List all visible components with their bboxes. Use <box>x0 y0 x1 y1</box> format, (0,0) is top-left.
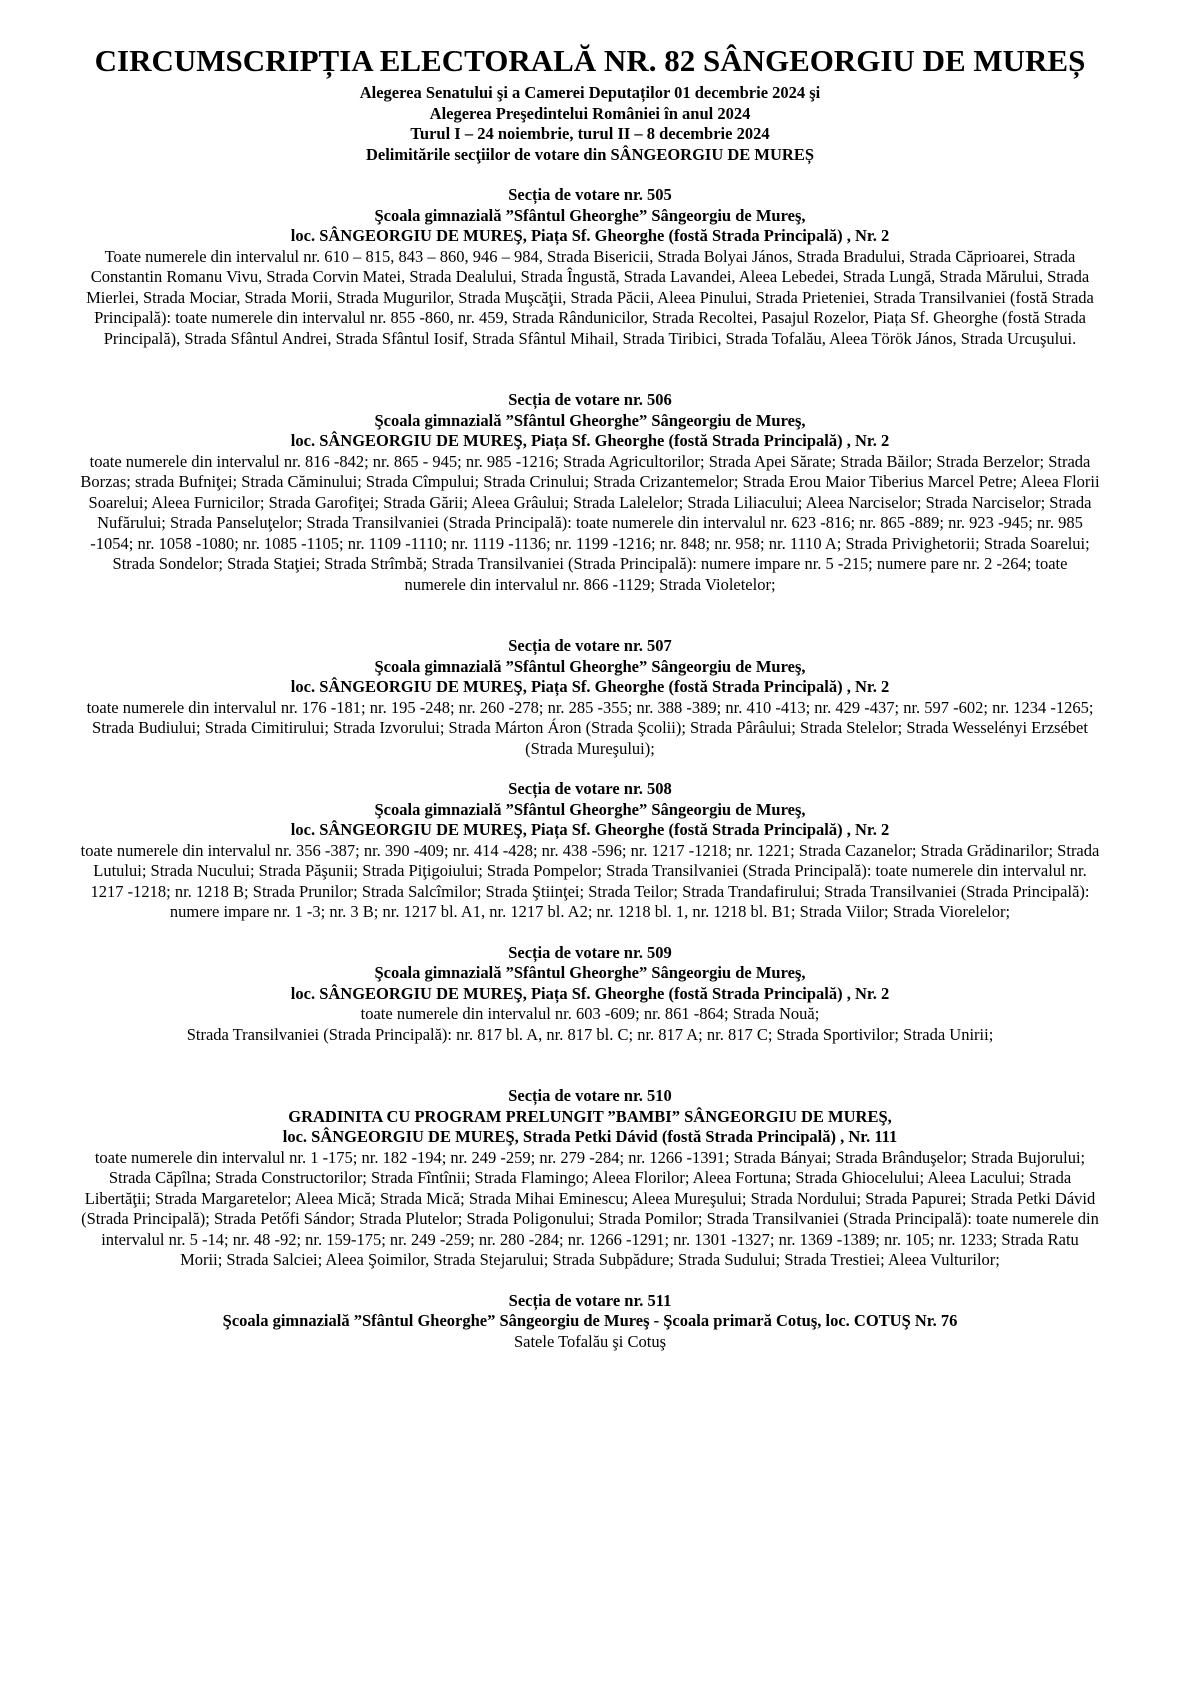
section-institution: Şcoala gimnazială ”Sfântul Gheorghe” Sângeorgiu de Mureş, <box>374 963 806 982</box>
section-institution: Şcoala gimnazială ”Sfântul Gheorghe” Sângeorgiu de Mureş, <box>374 799 806 819</box>
section-address: loc. SÂNGEORGIU DE MUREŞ, Piața Sf. Gheorghe (fostă Strada Principală) , Nr. 2 <box>290 677 890 696</box>
section-description: toate numerele din intervalul nr. 1 -175; nr. 182 -194; nr. 249 -259; nr. 279 -284; nr. 1266 -1391; Strada Bányai; Strada Brânduşelor; Strada Bujorului; Strada Căpîlna; Strada Constructorilor; Strada Fîntînii; Strada Flamingo; Aleea Florilor; Aleea Fortuna; Strada Ghiocelului; Aleea Lacului; Strada Libertăţii; Strada Margaretelor; Aleea Mică; Strada Mică; Strada Mihai Eminescu; Aleea Mureşului; Strada Nordului; Strada Papurei; Strada Petki Dávid (Strada Principală); Strada Petőfi Sándor; Strada Plutelor; Strada Poligonului; Strada Pomilor; Strada Transilvaniei (Strada Principală): toate numerele din intervalul nr. 5 -14; nr. 48 -92; nr. 159-175; nr. 249 -259; nr. 280 -284; nr. 1266 -1291; nr. 1301 -1327; nr. 1369 -1389; nr. 105; nr. 1233; Strada Ratu Morii; Strada Salciei; Aleea Şoimilor, Strada Stejarului; Strada Subpădure; Strada Sudului; Strada Trestiei; Aleea Vulturilor; <box>81 1147 1099 1269</box>
section-description: Satele Tofalău şi Cotuş <box>513 1331 667 1351</box>
section-number: Secția de votare nr. 508 <box>508 779 672 798</box>
page-title: CIRCUMSCRIPȚIA ELECTORALĂ NR. 82 SÂNGEORGIU DE MUREȘ <box>94 43 1086 78</box>
section-address: loc. SÂNGEORGIU DE MUREŞ, Strada Petki Dávid (fostă Strada Principală) , Nr. 111 <box>282 1127 898 1146</box>
section-description: toate numerele din intervalul nr. 356 -387; nr. 390 -409; nr. 414 -428; nr. 438 -596; nr. 1217 -1218; nr. 1221; Strada Cazanelor; Strada Grădinarilor; Strada Lutului; Strada Nucului; Strada Păşunii; Strada Piţigoiului; Strada Pompelor; Strada Transilvaniei (Strada Principală): toate numerele din intervalul nr. 1217 -1218; nr. 1218 B; Strada Prunilor; Strada Salcîmilor; Strada Ştiinţei; Strada Teilor; Strada Trandafirului; Strada Transilvaniei (Strada Principală): numere impare nr. 1 -3; nr. 3 B; nr. 1217 bl. A1, nr. 1217 bl. A2; nr. 1218 bl. 1, nr. 1218 bl. B1; Strada Viilor; Strada Viorelelor; <box>80 840 1100 921</box>
subtitle-line: Turul I – 24 noiembrie, turul II – 8 decembrie 2024 <box>410 124 770 143</box>
section-address: loc. SÂNGEORGIU DE MUREŞ, Piața Sf. Gheorghe (fostă Strada Principală) , Nr. 2 <box>290 820 890 839</box>
section-institution: Şcoala gimnazială ”Sfântul Gheorghe” Sângeorgiu de Mureş, <box>374 656 806 676</box>
section-number: Secția de votare nr. 507 <box>508 636 672 655</box>
subtitle-line: Alegerea Senatului şi a Camerei Deputaților 01 decembrie 2024 şi <box>359 83 821 102</box>
document-page <box>80 40 1100 1352</box>
section-address: loc. SÂNGEORGIU DE MUREŞ, Piața Sf. Gheorghe (fostă Strada Principală) , Nr. 2 <box>290 226 890 245</box>
subtitle-line: Alegerea Preşedintelui României în anul 2024 <box>429 103 751 123</box>
section-description-line: toate numerele din intervalul nr. 603 -609; nr. 861 -864; Strada Nouă; <box>360 1004 820 1023</box>
section-institution: Şcoala gimnazială ”Sfântul Gheorghe” Sângeorgiu de Mureş - Şcoala primară Cotuş, loc. COTUŞ Nr. 76 <box>222 1311 958 1330</box>
document-subtitle <box>80 83 1100 165</box>
section-510 <box>80 1086 1100 1271</box>
section-institution: GRADINITA CU PROGRAM PRELUNGIT ”BAMBI” SÂNGEORGIU DE MUREŞ, <box>288 1106 892 1126</box>
section-507 <box>80 636 1100 759</box>
section-address: loc. SÂNGEORGIU DE MUREŞ, Piața Sf. Gheorghe (fostă Strada Principală) , Nr. 2 <box>290 983 890 1003</box>
section-number: Secția de votare nr. 511 <box>508 1290 672 1310</box>
section-institution: Şcoala gimnazială ”Sfântul Gheorghe” Sângeorgiu de Mureş, <box>374 410 806 430</box>
section-institution: Şcoala gimnazială ”Sfântul Gheorghe” Sângeorgiu de Mureş, <box>374 205 806 225</box>
section-address: loc. SÂNGEORGIU DE MUREŞ, Piața Sf. Gheorghe (fostă Strada Principală) , Nr. 2 <box>290 431 890 450</box>
section-number: Secția de votare nr. 506 <box>508 390 672 409</box>
section-description: toate numerele din intervalul nr. 176 -181; nr. 195 -248; nr. 260 -278; nr. 285 -355; nr. 388 -389; nr. 410 -413; nr. 429 -437; nr. 597 -602; nr. 1234 -1265; Strada Budiului; Strada Cimitirului; Strada Izvorului; Strada Márton Áron (Strada Şcolii); Strada Pârâului; Strada Stelelor; Strada Wesselényi Erzsébet (Strada Mureşului); <box>86 697 1094 758</box>
section-number: Secția de votare nr. 510 <box>508 1086 672 1105</box>
section-number: Secția de votare nr. 505 <box>508 185 672 204</box>
section-description: toate numerele din intervalul nr. 816 -842; nr. 865 - 945; nr. 985 -1216; Strada Agricultorilor; Strada Apei Sărate; Strada Băilor; Strada Berzelor; Strada Borzas; strada Bufniţei; Strada Căminului; Strada Cîmpului; Strada Crinului; Strada Crizantemelor; Strada Erou Maior Tiberius Marcel Petre; Aleea Florii Soarelui; Aleea Furnicilor; Strada Garofiţei; Strada Gării; Aleea Grâului; Strada Lalelelor; Strada Liliacului; Aleea Narciselor; Strada Narciselor; Strada Nufărului; Strada Panseluţelor; Strada Transilvaniei (Strada Principală): toate numerele din intervalul nr. 623 -816; nr. 865 -889; nr. 923 -945; nr. 985 -1054; nr. 1058 -1080; nr. 1085 -1105; nr. 1109 -1110; nr. 1119 -1136; nr. 1199 -1216; nr. 848; nr. 958; nr. 1110 A; Strada Privighetorii; Strada Soarelui; Strada Sondelor; Strada Staţiei; Strada Strîmbă; Strada Transilvaniei (Strada Principală): numere impare nr. 5 -215; numere pare nr. 2 -264; toate numerele din intervalul nr. 866 -1129; Strada Violetelor; <box>80 451 1100 594</box>
section-511 <box>80 1291 1100 1353</box>
section-description-line: Strada Transilvaniei (Strada Principală): nr. 817 bl. A, nr. 817 bl. C; nr. 817 A; nr. 817 C; Strada Sportivilor; Strada Unirii; <box>186 1024 994 1044</box>
section-505 <box>80 185 1100 349</box>
section-description: Toate numerele din intervalul nr. 610 – 815, 843 – 860, 946 – 984, Strada Bisericii, Strada Bolyai János, Strada Bradului, Strada Căprioarei, Strada Constantin Romanu Vivu, Strada Corvin Matei, Strada Dealului, Strada Îngustă, Strada Lavandei, Aleea Lebedei, Strada Lungă, Strada Mărului, Strada Mierlei, Strada Mociar, Strada Morii, Strada Mugurilor, Strada Muşcăţii, Strada Păcii, Aleea Pinului, Strada Prieteniei, Strada Transilvaniei (fostă Strada Principală): toate numerele din intervalul nr. 855 -860, nr. 459, Strada Rândunicilor, Strada Recoltei, Pasajul Rozelor, Piața Sf. Gheorghe (fostă Strada Principală), Strada Sfântul Andrei, Strada Sfântul Iosif, Strada Sfântul Mihail, Strada Tiribici, Strada Tofalău, Aleea Török János, Strada Urcuşului. <box>86 246 1094 348</box>
subtitle-line: Delimitările secţiilor de votare din SÂNGEORGIU DE MUREȘ <box>365 144 815 164</box>
section-508 <box>80 779 1100 923</box>
section-509 <box>80 943 1100 1046</box>
section-number: Secția de votare nr. 509 <box>508 942 672 962</box>
section-506 <box>80 390 1100 595</box>
